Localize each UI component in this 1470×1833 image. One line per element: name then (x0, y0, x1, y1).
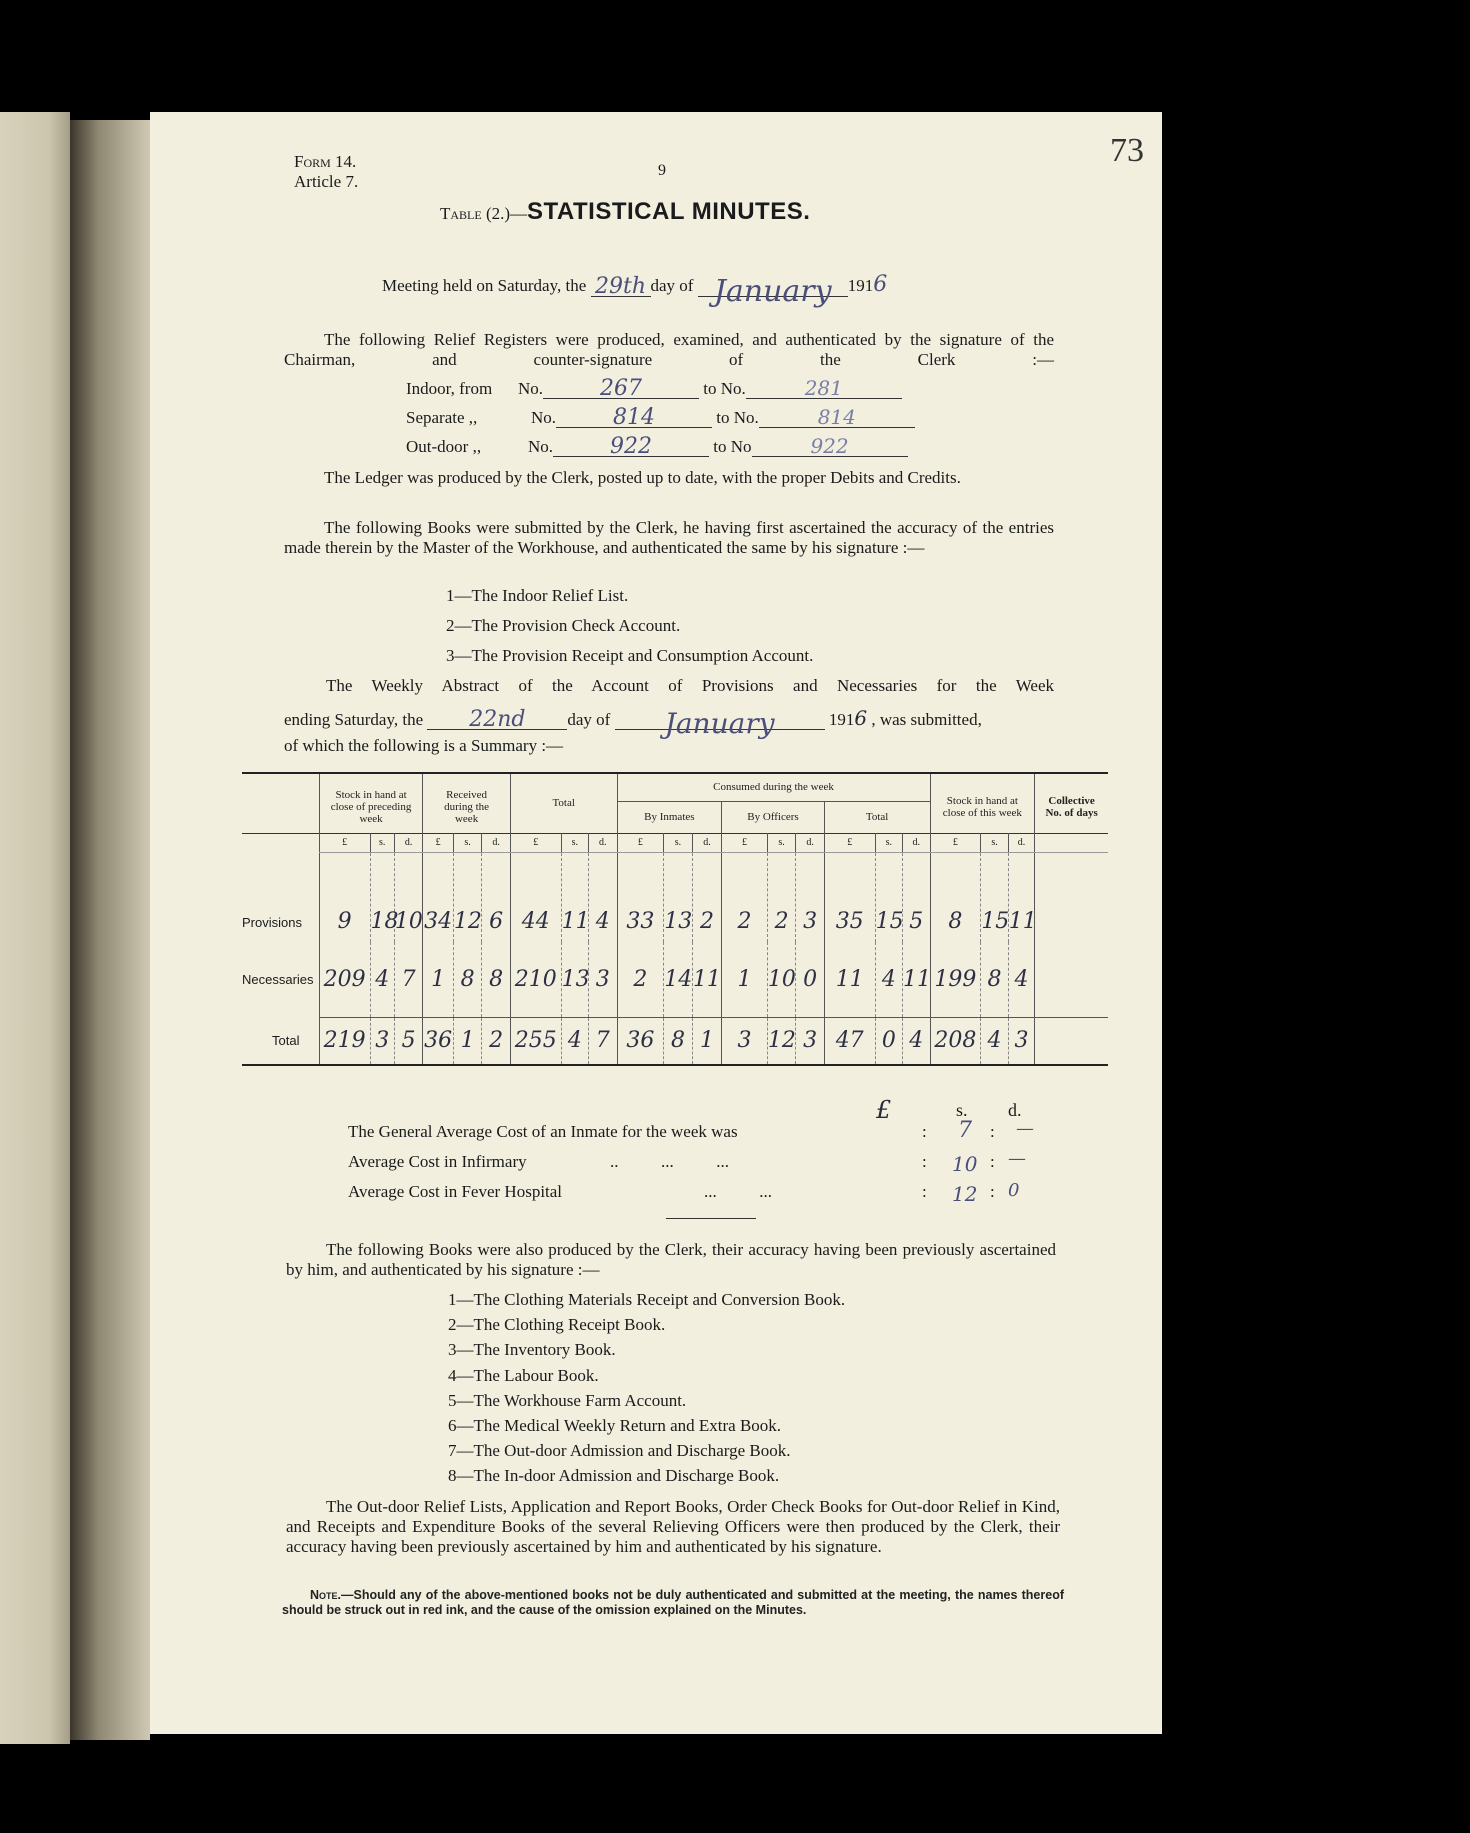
summary-table (242, 772, 1108, 1066)
table-cell: 12 (767, 1017, 795, 1065)
table-cell: 11 (561, 852, 588, 942)
table-cell: 8 (664, 1017, 692, 1065)
row-label: Necessaries (242, 972, 314, 987)
abstract-year-prefix: 191 (828, 710, 855, 729)
avg-unit-pence: d. (1008, 1100, 1022, 1120)
table-cell: 15 (981, 852, 1008, 942)
abstract-day: 22nd (469, 707, 526, 732)
average-label: Average Cost in Fever Hospital (348, 1182, 563, 1201)
facing-page-edge (0, 112, 70, 1744)
table-cell: 5 (394, 1017, 422, 1065)
register-to-label: to No. (716, 408, 759, 427)
meeting-line (382, 272, 888, 309)
table-cell: 10 (767, 942, 795, 1017)
table-cell: 11 (824, 942, 875, 1017)
table-cell: 2 (617, 942, 664, 1017)
table-cell: 2 (482, 1017, 510, 1065)
table-cell: 209 (319, 942, 370, 1017)
meeting-day: 29th (595, 274, 647, 299)
table-cell: 13 (561, 942, 588, 1017)
meeting-month: January (713, 274, 832, 309)
ledger-paragraph: The Ledger was produced by the Clerk, posted up to date, with the proper Debits and Credits. (324, 468, 961, 487)
table-cell: 3 (796, 1017, 824, 1065)
folio-number: 9 (658, 162, 666, 179)
table-cell: 2 (722, 852, 768, 942)
units-row (242, 833, 1108, 852)
unit-pound: £ (319, 833, 370, 852)
abstract-ending: ending Saturday, the (284, 710, 424, 729)
average-pence: — (1016, 1118, 1034, 1139)
also-book-item: 5—The Workhouse Farm Account. (448, 1391, 687, 1410)
register-no-label: No. (528, 437, 554, 456)
table-cell: 18 (370, 852, 394, 942)
book-item: 3—The Provision Receipt and Consumption Account. (446, 646, 814, 665)
register-no-label: No. (531, 408, 557, 427)
table-cell: 11 (692, 942, 721, 1017)
table-cell: 2 (692, 852, 721, 942)
unit-pence: d. (482, 833, 510, 852)
unit-pence: d. (903, 833, 930, 852)
table-cell: 8 (930, 852, 981, 942)
table-cell: 4 (589, 852, 617, 942)
abstract-line3: of which the following is a Summary :— (284, 736, 564, 755)
meeting-day-word: day of (650, 276, 694, 295)
average-pence: — (1008, 1148, 1026, 1169)
book-gutter (70, 120, 150, 1740)
register-separate (406, 405, 915, 428)
summary-body (242, 852, 1108, 1065)
register-label: Out-door ,, (406, 437, 482, 456)
unit-pound: £ (722, 833, 768, 852)
unit-shilling: s. (767, 833, 795, 852)
table-row (242, 942, 1108, 1017)
average-label: Average Cost in Infirmary (348, 1152, 527, 1171)
table-cell: 1 (453, 1017, 481, 1065)
table-cell: 4 (561, 1017, 588, 1065)
unit-pence: d. (692, 833, 721, 852)
table-cell: 8 (453, 942, 481, 1017)
register-to: 922 (810, 434, 849, 458)
relief-intro: The following Relief Registers were produced, examined, and authenticated by the signature of the Chairman, and counter-signature of the Clerk :— (284, 330, 1054, 369)
register-to-label: to No. (703, 379, 746, 398)
collective-cell (1035, 942, 1108, 1017)
average-pence: 0 (1008, 1180, 1020, 1201)
article-number: Article 7. (294, 172, 359, 191)
table-cell: 8 (482, 942, 510, 1017)
average-infirmary-row: Average Cost in Infirmary .. ... ... : 10 : — (348, 1148, 1026, 1176)
register-to: 814 (817, 405, 856, 429)
page-title (440, 198, 810, 226)
outdoor-paragraph: The Out-door Relief Lists, Application and Report Books, Order Check Books for Out-door Relief in Kind, and Receipts and Expenditure Books of the several Relieving Officers were then produced by the Clerk, their accuracy having been previously ascertained by him and authenticated by his signature. (286, 1497, 1060, 1556)
collective-cell (1035, 852, 1108, 942)
table-cell: 6 (482, 852, 510, 942)
footnote (282, 1588, 1064, 1618)
register-from: 267 (600, 376, 643, 401)
also-book-item: 2—The Clothing Receipt Book. (448, 1315, 666, 1334)
table-cell: 47 (824, 1017, 875, 1065)
table-row (242, 1017, 1108, 1065)
table-cell: 1 (722, 942, 768, 1017)
unit-shilling: s. (561, 833, 588, 852)
table-cell: 36 (617, 1017, 664, 1065)
register-outdoor (406, 434, 908, 457)
table-cell: 219 (319, 1017, 370, 1065)
header-stock-prev: Stock in hand at close of preceding week (319, 773, 423, 833)
average-leader: .. ... ... (610, 1152, 729, 1171)
register-to: 281 (804, 376, 843, 400)
meeting-year-suffix: 6 (873, 272, 888, 297)
table-cell: 34 (423, 852, 453, 942)
average-shillings: 10 (952, 1152, 978, 1176)
unit-shilling: s. (453, 833, 481, 852)
unit-pound: £ (510, 833, 561, 852)
table-cell: 36 (423, 1017, 453, 1065)
footnote-text: —Should any of the above-mentioned books not be duly authenticated and submitted at the meeting, the names thereof should be struck out in red ink, and the cause of the omission explained on the Minutes. (282, 1588, 1064, 1617)
table-cell: 14 (664, 942, 692, 1017)
average-label: The General Average Cost of an Inmate for the week was (348, 1122, 738, 1141)
avg-unit-pound: £ (876, 1096, 892, 1124)
table-cell: 1 (692, 1017, 721, 1065)
register-from: 922 (610, 434, 653, 459)
header-total: Total (510, 773, 617, 833)
table-cell: 9 (319, 852, 370, 942)
average-inmate-row: The General Average Cost of an Inmate for the week was : 7 : — (348, 1118, 1034, 1143)
table-cell: 208 (930, 1017, 981, 1065)
row-label: Provisions (242, 915, 302, 930)
header-received: Received during the week (423, 773, 510, 833)
book-item: 2—The Provision Check Account. (446, 616, 681, 635)
table-cell: 33 (617, 852, 664, 942)
unit-pence: d. (796, 833, 824, 852)
unit-pound: £ (824, 833, 875, 852)
table-cell: 2 (767, 852, 795, 942)
also-book-item: 4—The Labour Book. (448, 1366, 599, 1385)
register-label: Separate ,, (406, 408, 478, 427)
table-cell: 3 (370, 1017, 394, 1065)
row-label-header (242, 773, 319, 833)
table-cell: 4 (981, 1017, 1008, 1065)
table-cell: 44 (510, 852, 561, 942)
table-row (242, 852, 1108, 942)
meeting-prefix: Meeting held on Saturday, the (382, 276, 587, 295)
table-cell: 11 (1008, 852, 1034, 942)
table-cell: 3 (796, 852, 824, 942)
also-book-item: 6—The Medical Weekly Return and Extra Book. (448, 1416, 782, 1435)
table-cell: 255 (510, 1017, 561, 1065)
header-by-inmates: By Inmates (617, 801, 722, 833)
unit-shilling: s. (875, 833, 902, 852)
register-no-label: No. (518, 379, 544, 398)
table-cell: 13 (664, 852, 692, 942)
also-book-item: 3—The Inventory Book. (448, 1340, 616, 1359)
table-label: Table (2.)— (440, 204, 528, 223)
abstract-month: January (664, 707, 775, 740)
section-divider (666, 1218, 756, 1219)
register-from: 814 (613, 405, 656, 430)
also-book-item: 7—The Out-door Admission and Discharge Book. (448, 1441, 791, 1460)
books-intro: The following Books were submitted by the Clerk, he having first ascertained the accuracy of the entries made therein by the Master of the Workhouse, and authenticated the same by his signature :— (284, 518, 1054, 557)
footnote-label: Note. (310, 1588, 342, 1602)
average-leader: ... ... (704, 1182, 772, 1201)
title-text: STATISTICAL MINUTES. (527, 198, 811, 225)
table-cell: 3 (589, 942, 617, 1017)
unit-pence: d. (589, 833, 617, 852)
header-consumed: Consumed during the week (617, 773, 930, 801)
register-to-label: to No (713, 437, 752, 456)
table-cell: 4 (875, 942, 902, 1017)
unit-pence: d. (394, 833, 422, 852)
also-book-item: 1—The Clothing Materials Receipt and Conversion Book. (448, 1290, 846, 1309)
page-number-stamp: 73 (1110, 132, 1144, 169)
table-cell: 4 (370, 942, 394, 1017)
abstract-submitted: , was submitted, (871, 710, 982, 729)
table-cell: 199 (930, 942, 981, 1017)
abstract-year-suffix: 6 (854, 706, 868, 730)
average-shillings: 7 (958, 1118, 972, 1143)
unit-pound: £ (930, 833, 981, 852)
table-cell: 8 (981, 942, 1008, 1017)
meeting-year-prefix: 191 (847, 276, 874, 295)
unit-pence: d. (1008, 833, 1034, 852)
table-cell: 7 (589, 1017, 617, 1065)
unit-shilling: s. (664, 833, 692, 852)
table-cell: 15 (875, 852, 902, 942)
also-book-item: 8—The In-door Admission and Discharge Book. (448, 1466, 780, 1485)
table-cell: 11 (903, 942, 930, 1017)
table-cell: 1 (423, 942, 453, 1017)
average-shillings: 12 (952, 1182, 978, 1206)
register-indoor (406, 376, 902, 399)
table-cell: 35 (824, 852, 875, 942)
header-consumed-total: Total (824, 801, 930, 833)
book-item: 1—The Indoor Relief List. (446, 586, 629, 605)
table-cell: 4 (1008, 942, 1034, 1017)
row-label: Total (242, 1017, 319, 1065)
table-cell: 7 (394, 942, 422, 1017)
form-number: Form 14. (294, 152, 357, 171)
table-cell: 5 (903, 852, 930, 942)
table-cell: 0 (875, 1017, 902, 1065)
abstract-day-word: day of (567, 710, 611, 729)
unit-shilling: s. (370, 833, 394, 852)
header-by-officers: By Officers (722, 801, 825, 833)
unit-pound: £ (423, 833, 453, 852)
avg-unit-shilling: s. (956, 1100, 968, 1120)
abstract-line1: The Weekly Abstract of the Account of Provisions and Necessaries for the Week (326, 676, 1054, 695)
table-cell: 210 (510, 942, 561, 1017)
abstract-line2 (284, 706, 982, 740)
table-cell: 3 (722, 1017, 768, 1065)
register-label: Indoor, from (406, 379, 493, 398)
header-collective: Collective No. of days (1035, 773, 1108, 833)
unit-shilling: s. (981, 833, 1008, 852)
table-cell: 4 (903, 1017, 930, 1065)
table-cell: 3 (1008, 1017, 1034, 1065)
header-stock-close: Stock in hand at close of this week (930, 773, 1035, 833)
unit-pound: £ (617, 833, 664, 852)
table-cell: 12 (453, 852, 481, 942)
average-fever-row: Average Cost in Fever Hospital ... ... : 12 : 0 (348, 1180, 1020, 1206)
collective-cell (1035, 1017, 1108, 1065)
table-cell: 10 (394, 852, 422, 942)
also-intro: The following Books were also produced by the Clerk, their accuracy having been previously ascertained by him, and authenticated by his signature :— (286, 1240, 1056, 1279)
table-cell: 0 (796, 942, 824, 1017)
